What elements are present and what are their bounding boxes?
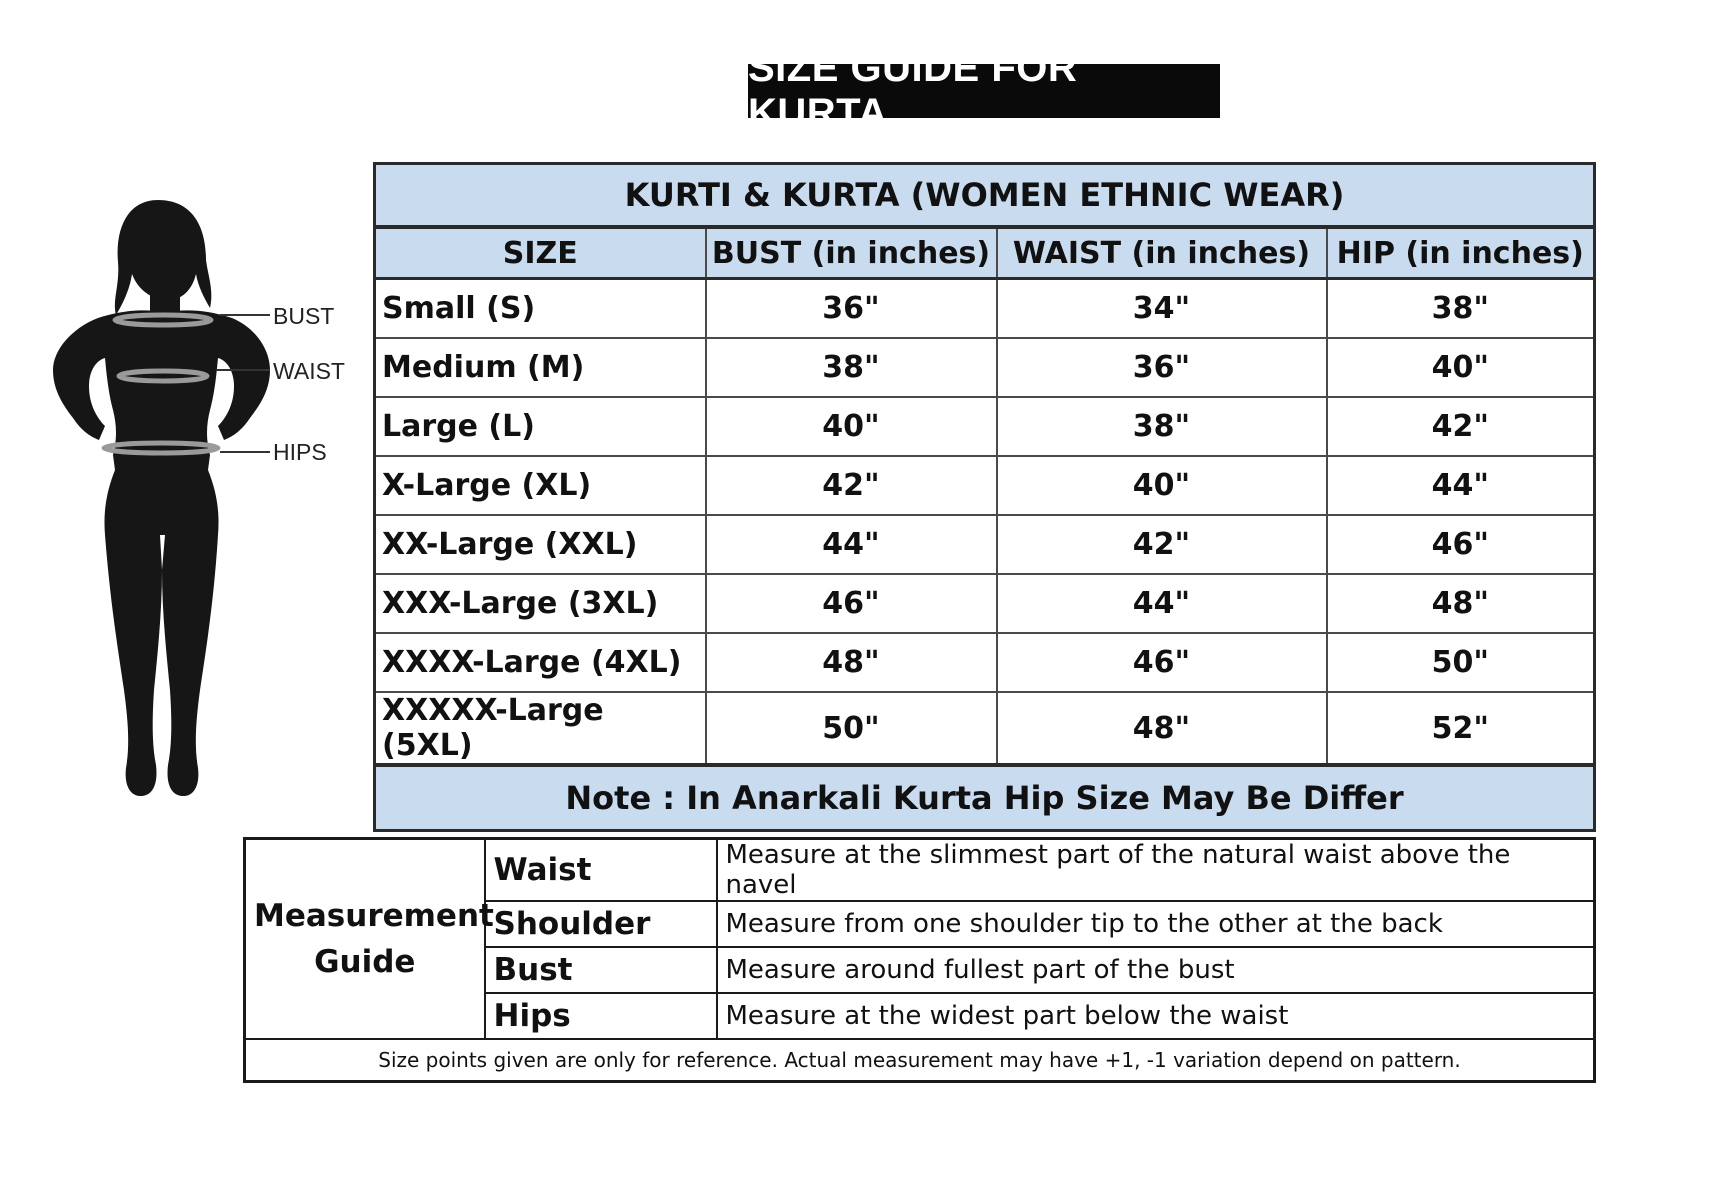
guide-description: Measure at the widest part below the waist: [717, 993, 1595, 1039]
waist-cell: 48": [997, 692, 1327, 765]
table-row: [375, 397, 1595, 456]
bust-cell: 44": [706, 515, 997, 574]
hip-cell: 42": [1327, 397, 1595, 456]
bust-cell: 38": [706, 338, 997, 397]
size-cell: Large (L): [375, 397, 706, 456]
waist-cell: 44": [997, 574, 1327, 633]
waist-cell: 38": [997, 397, 1327, 456]
waist-cell: 34": [997, 279, 1327, 339]
waist-cell: 42": [997, 515, 1327, 574]
bust-cell: 50": [706, 692, 997, 765]
size-chart-table: [373, 162, 1596, 832]
column-header-hip: HIP (in inches): [1327, 227, 1595, 279]
table-row: [375, 456, 1595, 515]
body-silhouette-figure: [20, 190, 370, 830]
measurement-guide-title: [245, 839, 494, 1040]
hip-cell: 52": [1327, 692, 1595, 765]
waist-cell: 46": [997, 633, 1327, 692]
table-row: [375, 692, 1595, 765]
size-cell: XX-Large (XXL): [375, 515, 706, 574]
measurement-guide-title-line2: Guide: [314, 944, 416, 980]
guide-description: Measure around fullest part of the bust: [717, 947, 1595, 993]
hip-cell: 38": [1327, 279, 1595, 339]
guide-label: Shoulder: [485, 901, 717, 947]
bust-cell: 48": [706, 633, 997, 692]
bust-cell: 46": [706, 574, 997, 633]
hip-cell: 44": [1327, 456, 1595, 515]
hip-cell: 46": [1327, 515, 1595, 574]
guide-label: Waist: [485, 839, 717, 902]
table-note: Note : In Anarkali Kurta Hip Size May Be Differ: [375, 765, 1595, 831]
size-cell: XXXX-Large (4XL): [375, 633, 706, 692]
hips-label: HIPS: [273, 439, 327, 465]
size-cell: X-Large (XL): [375, 456, 706, 515]
page-title: SIZE GUIDE FOR KURTA: [748, 46, 1078, 135]
waist-cell: 36": [997, 338, 1327, 397]
guide-footnote: Size points given are only for reference. Actual measurement may have +1, -1 variation depend on pattern.: [245, 1039, 1595, 1082]
table-row: [375, 338, 1595, 397]
hip-cell: 50": [1327, 633, 1595, 692]
bust-cell: 36": [706, 279, 997, 339]
bust-cell: 40": [706, 397, 997, 456]
woman-silhouette-icon: [53, 200, 270, 796]
size-cell: XXX-Large (3XL): [375, 574, 706, 633]
guide-description: Measure at the slimmest part of the natural waist above the navel: [717, 839, 1595, 902]
size-cell: Medium (M): [375, 338, 706, 397]
table-row: [375, 574, 1595, 633]
bust-cell: 42": [706, 456, 997, 515]
hip-cell: 48": [1327, 574, 1595, 633]
size-cell: Small (S): [375, 279, 706, 339]
guide-label: Hips: [485, 993, 717, 1039]
size-cell: XXXXX-Large (5XL): [375, 692, 706, 765]
measurement-guide-table: [243, 837, 1596, 1083]
waist-cell: 40": [997, 456, 1327, 515]
guide-description: Measure from one shoulder tip to the other at the back: [717, 901, 1595, 947]
waist-label: WAIST: [273, 358, 345, 384]
measurement-guide-title-line1: Measurement: [254, 898, 494, 934]
table-row: [375, 515, 1595, 574]
page-title-banner: [748, 46, 1220, 135]
column-header-bust: BUST (in inches): [706, 227, 997, 279]
column-header-size: SIZE: [375, 227, 706, 279]
table-row: [375, 633, 1595, 692]
table-title: KURTI & KURTA (WOMEN ETHNIC WEAR): [375, 164, 1595, 228]
table-row: [375, 279, 1595, 339]
bust-label: BUST: [273, 303, 335, 329]
column-header-waist: WAIST (in inches): [997, 227, 1327, 279]
guide-label: Bust: [485, 947, 717, 993]
hip-cell: 40": [1327, 338, 1595, 397]
